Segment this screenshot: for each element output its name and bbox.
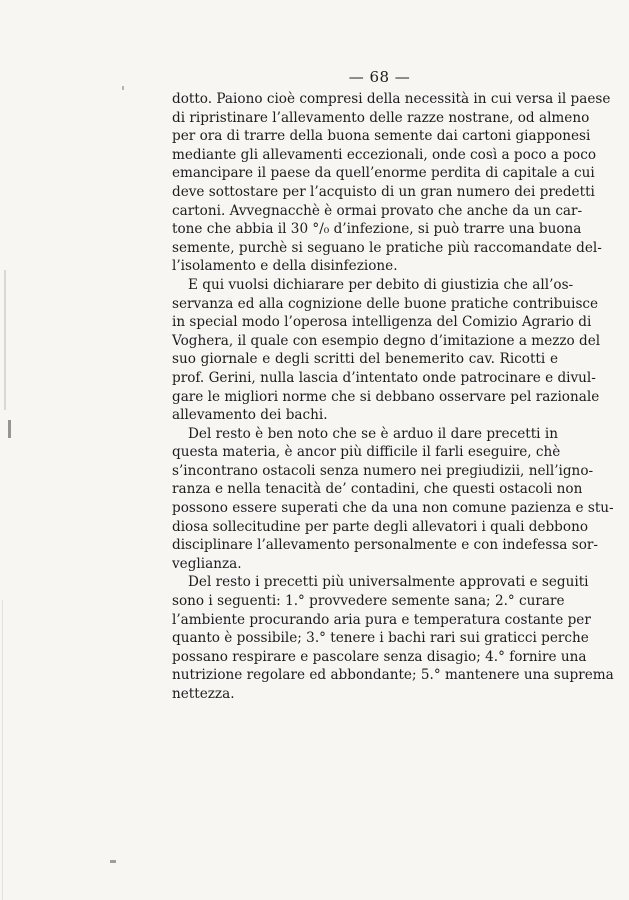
text-line: gare le migliori norme che si debbano osservare pel razionale bbox=[172, 388, 600, 405]
page-header bbox=[0, 68, 629, 86]
text-line: possono essere superati che da una non comune pazienza e stu- bbox=[172, 500, 614, 517]
text-line: l’ambiente procurando aria pura e temperatura costante per bbox=[172, 611, 591, 628]
text-line: Del resto i precetti più universalmente approvati e seguiti bbox=[188, 574, 589, 591]
text-line: disciplinare l’allevamento personalmente e con indefessa sor- bbox=[172, 537, 598, 554]
text-line: servanza ed alla cognizione delle buone pratiche contribuisce bbox=[172, 295, 599, 312]
text-line: allevamento dei bachi. bbox=[172, 407, 328, 424]
text-line: Voghera, il quale con esempio degno d’imitazione a mezzo del bbox=[172, 332, 601, 349]
scan-speck bbox=[122, 86, 124, 90]
text-line: l’isolamento e della disinfezione. bbox=[172, 258, 398, 275]
text-line: s’incontrano ostacoli senza numero nei pregiudizii, nell’igno- bbox=[172, 462, 594, 479]
text-line: quanto è possibile; 3.° tenere i bachi rari sui graticci perche bbox=[172, 630, 589, 647]
text-line: mediante gli allevamenti eccezionali, onde così a poco a poco bbox=[172, 146, 597, 163]
text-line: di ripristinare l’allevamento delle razze nostrane, od almeno bbox=[172, 109, 590, 126]
text-line: deve sottostare per l’acquisto di un gran numero dei predetti bbox=[172, 183, 595, 200]
text-line: cartoni. Avvegnacchè è ormai provato che anche da un car- bbox=[172, 202, 583, 219]
text-line: prof. Gerini, nulla lascia d’intentato onde patrocinare e divul- bbox=[172, 369, 596, 386]
text-line: veglianza. bbox=[172, 555, 242, 572]
text-line: semente, purchè si seguano le pratiche più raccomandate del- bbox=[172, 239, 602, 256]
text-line: diosa sollecitudine per parte degli allevatori i quali debbono bbox=[172, 518, 589, 535]
text-line: nutrizione regolare ed abbondante; 5.° mantenere una suprema bbox=[172, 667, 614, 684]
paragraph bbox=[172, 425, 614, 574]
scan-edge-mark bbox=[2, 600, 3, 900]
text-line: possano respirare e pascolare senza disagio; 4.° fornire una bbox=[172, 648, 587, 665]
text-line: dotto. Paiono cioè compresi della necessità in cui versa il paese bbox=[172, 91, 611, 107]
text-line: questa materia, è ancor più difficile il farli eseguire, chè bbox=[172, 444, 561, 461]
text-line: emancipare il paese da quell’enorme perdita di capitale a cui bbox=[172, 165, 595, 182]
text-line: ranza e nella tenacità de’ contadini, che questi ostacoli non bbox=[172, 481, 583, 498]
text-line: suo giornale e degli scritti del benemerito cav. Ricotti e bbox=[172, 351, 558, 368]
text-line: nettezza. bbox=[172, 686, 235, 702]
text-line: per ora di trarre della buona semente dai cartoni giapponesi bbox=[172, 128, 591, 145]
scan-edge-mark bbox=[8, 420, 11, 438]
text-line: in special modo l’operosa intelligenza del Comizio Agrario di bbox=[172, 314, 592, 331]
paragraph bbox=[172, 573, 614, 703]
paragraph bbox=[172, 90, 611, 276]
paragraph bbox=[172, 276, 601, 425]
scan-edge-mark bbox=[4, 270, 6, 410]
text-line: E qui vuolsi dichiarare per debito di giustizia che all’os- bbox=[188, 276, 574, 293]
body-text bbox=[172, 90, 614, 704]
text-line: sono i seguenti: 1.° provvedere semente sana; 2.° curare bbox=[172, 593, 565, 610]
page-number: — 68 — bbox=[348, 68, 411, 86]
text-line: tone che abbia il 30 °/₀ d’infezione, si può trarre una buona bbox=[172, 221, 582, 238]
scan-speck bbox=[110, 860, 116, 863]
text-line: Del resto è ben noto che se è arduo il dare precetti in bbox=[188, 425, 558, 442]
